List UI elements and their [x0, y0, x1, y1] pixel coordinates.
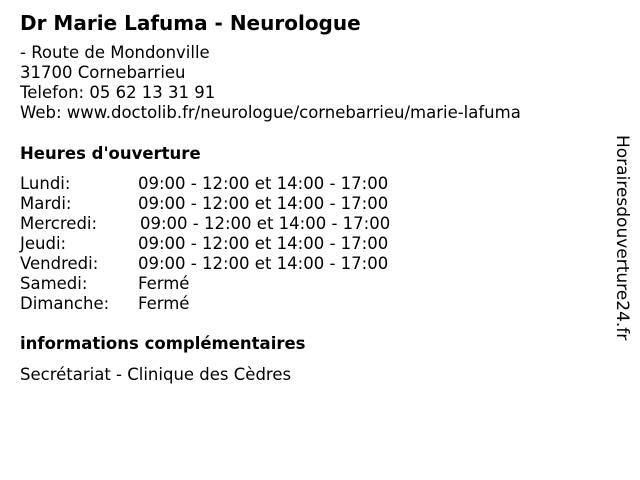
- hours-day: Samedi:: [20, 274, 88, 293]
- hours-time: 09:00 - 12:00 et 14:00 - 17:00: [140, 214, 391, 233]
- address-city: 31700 Cornebarrieu: [20, 63, 186, 82]
- hours-day: Jeudi:: [20, 234, 67, 253]
- hours-time: 09:00 - 12:00 et 14:00 - 17:00: [138, 254, 389, 273]
- hours-time: 09:00 - 12:00 et 14:00 - 17:00: [138, 174, 389, 193]
- page-title: Dr Marie Lafuma - Neurologue: [20, 11, 361, 35]
- hours-day: Vendredi:: [20, 254, 99, 273]
- hours-time: Fermé: [138, 294, 190, 313]
- hours-time: Fermé: [138, 274, 190, 293]
- hours-day: Mardi:: [20, 194, 72, 213]
- address-street: - Route de Mondonville: [20, 43, 210, 62]
- info-text: Secrétariat - Clinique des Cèdres: [20, 365, 292, 384]
- site-watermark: Horairesdouverture24.fr: [612, 135, 632, 341]
- info-heading: informations complémentaires: [20, 334, 306, 353]
- address-phone: Telefon: 05 62 13 31 91: [20, 83, 216, 102]
- address-block: [20, 43, 521, 123]
- address-web: Web: www.doctolib.fr/neurologue/cornebarrieu/marie-lafuma: [20, 103, 521, 122]
- hours-day: Mercredi:: [20, 214, 98, 233]
- hours-time: 09:00 - 12:00 et 14:00 - 17:00: [138, 234, 389, 253]
- hours-heading: Heures d'ouverture: [20, 144, 201, 163]
- hours-day: Dimanche:: [20, 294, 110, 313]
- hours-day: Lundi:: [20, 174, 71, 193]
- hours-time: 09:00 - 12:00 et 14:00 - 17:00: [138, 194, 389, 213]
